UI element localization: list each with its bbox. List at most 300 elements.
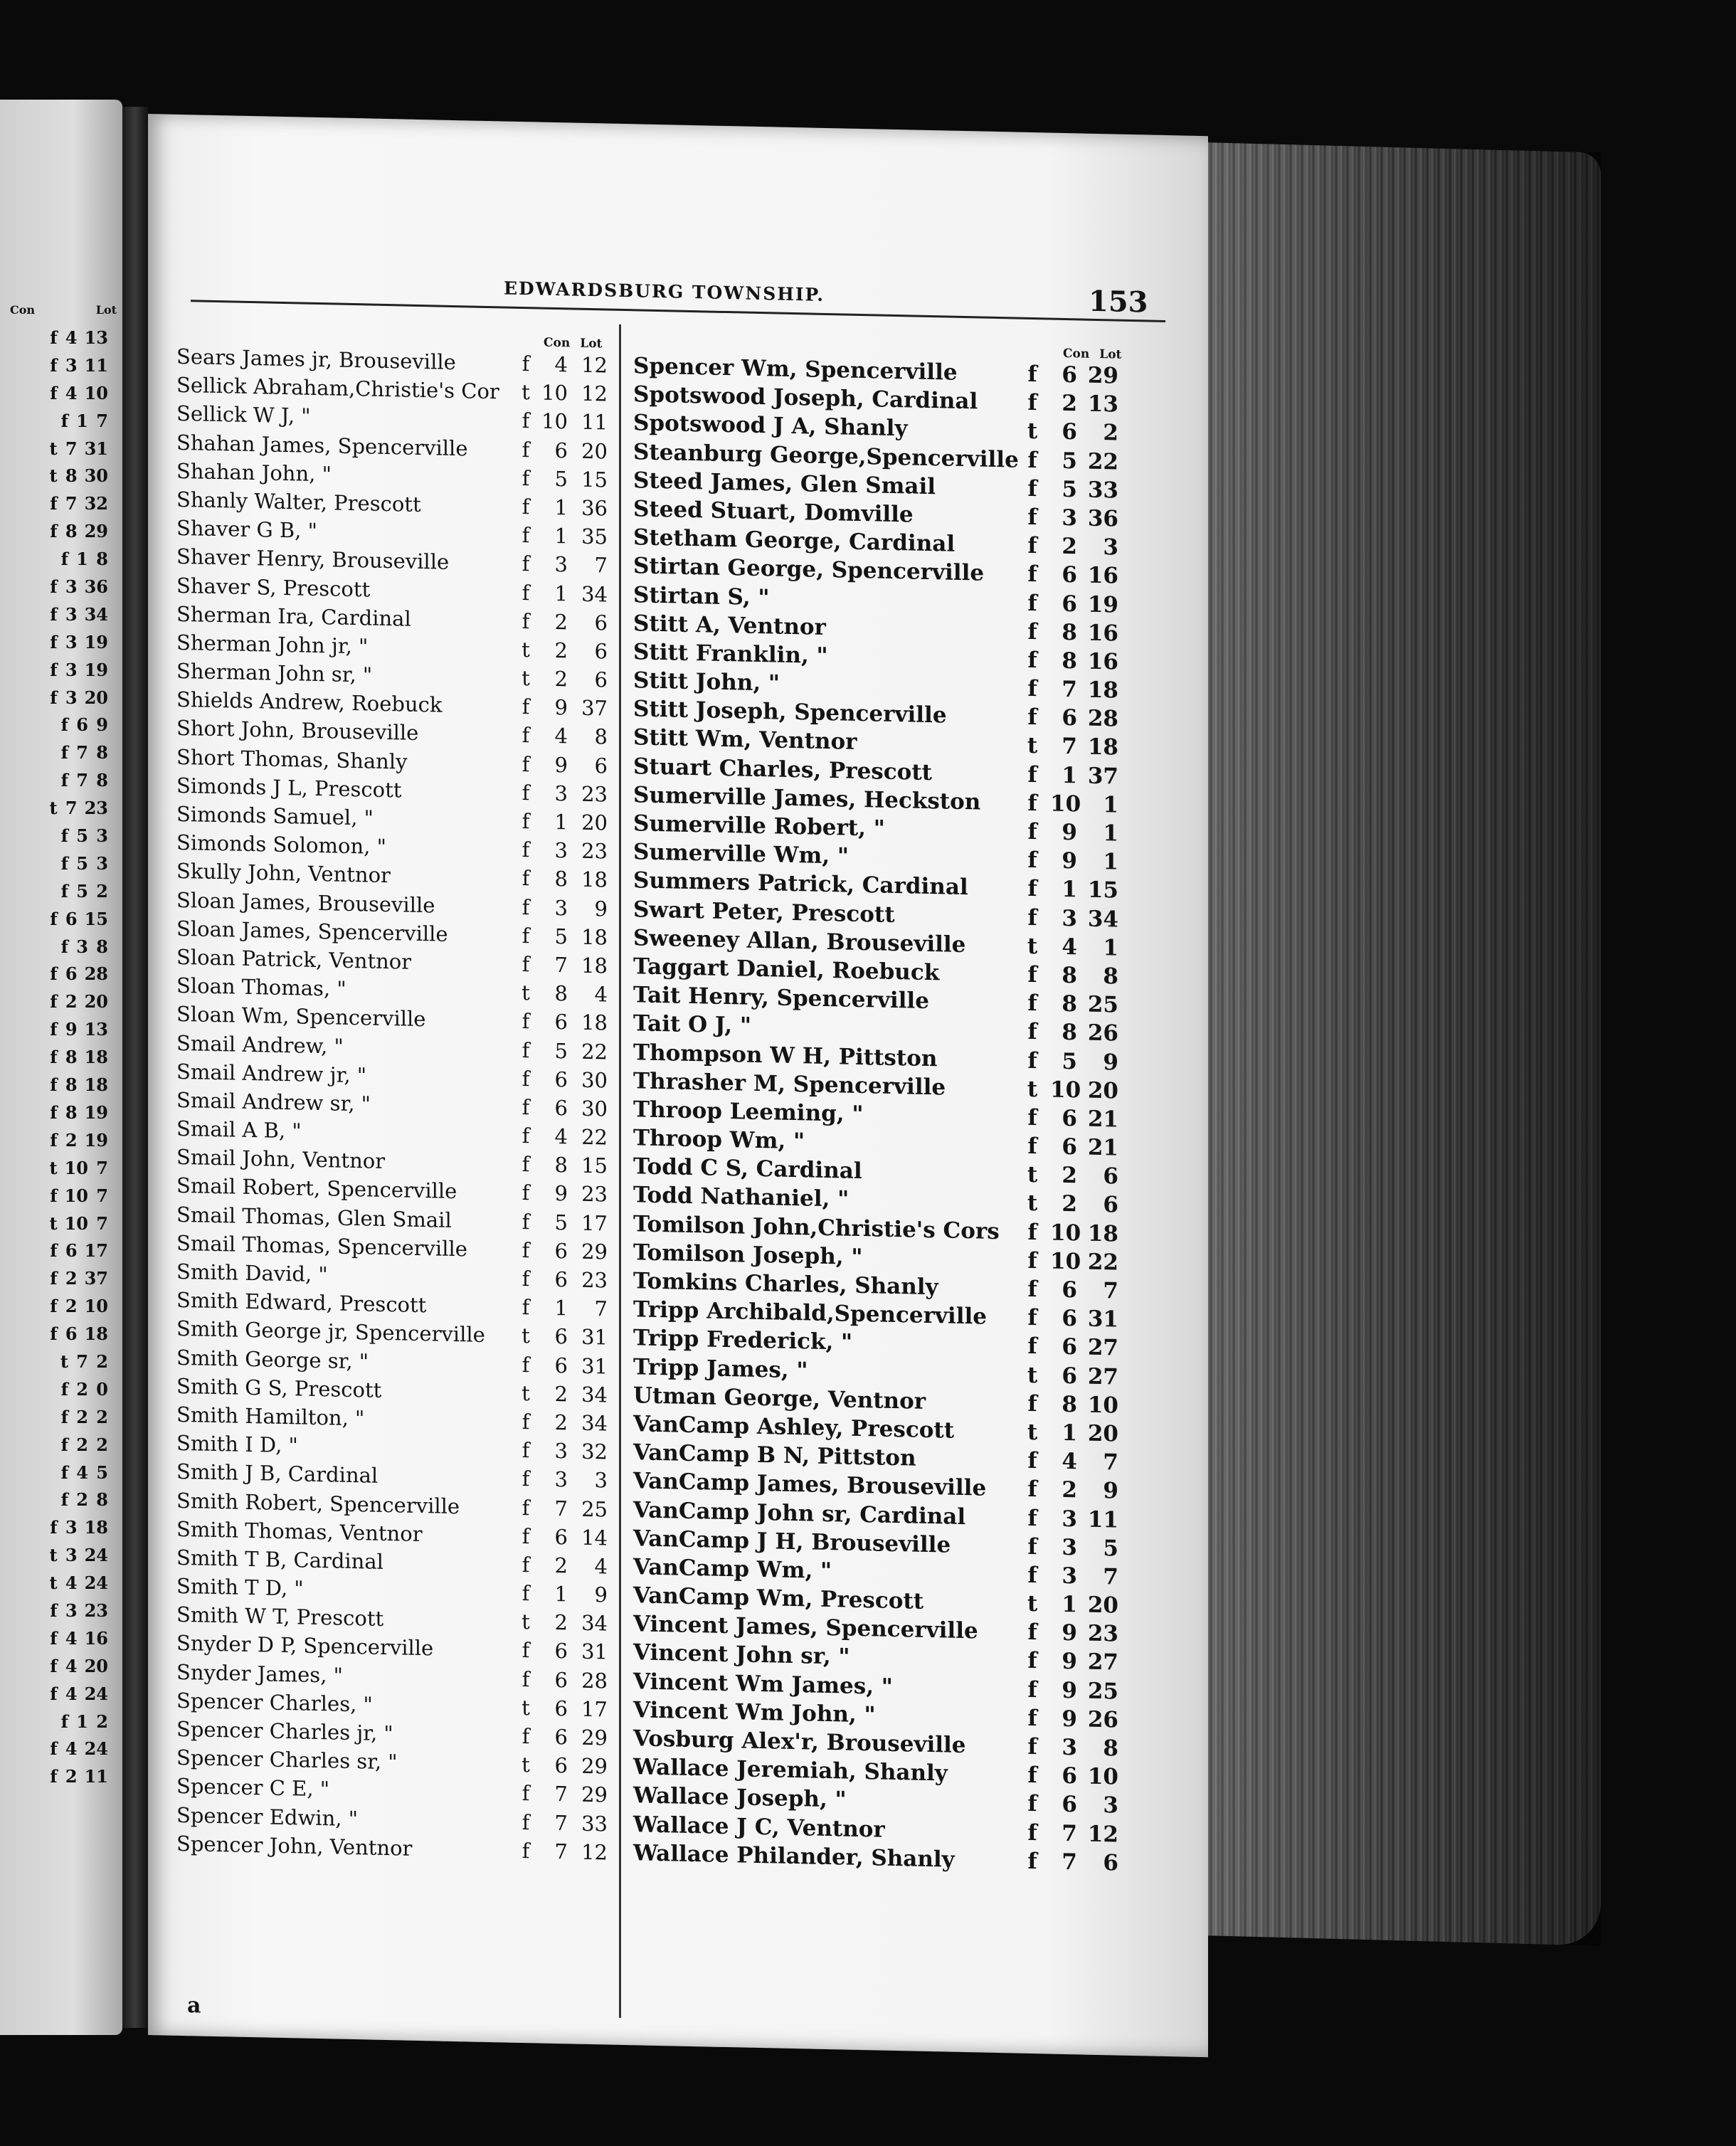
entry-lot: 16 <box>1087 620 1118 647</box>
entry-tenure: f <box>1027 361 1037 388</box>
entry-con: 5 <box>554 924 568 949</box>
entry-lot: 18 <box>1087 1220 1118 1247</box>
left-page-con: 8 <box>65 1074 78 1096</box>
left-page-tenure: f <box>60 742 68 763</box>
entry-lot: 32 <box>581 1439 608 1464</box>
left-page-tenure: f <box>60 936 68 957</box>
entry-con: 9 <box>1062 819 1077 846</box>
left-page-lot: 0 <box>96 1378 108 1400</box>
left-page-tenure: f <box>50 1683 58 1704</box>
entry-con: 7 <box>554 1810 568 1835</box>
entry-con: 7 <box>554 1496 568 1521</box>
entry-name: Stitt John, " <box>633 667 780 697</box>
entry-con: 2 <box>1062 534 1077 560</box>
entry-lot: 21 <box>1087 1106 1118 1133</box>
entry-con: 1 <box>554 1296 568 1321</box>
left-page-tenure: f <box>60 1489 68 1511</box>
entry-tenure: f <box>522 1409 530 1434</box>
entry-lot: 6 <box>1103 1163 1118 1190</box>
entry-lot: 28 <box>1087 705 1118 732</box>
left-page-lot: 18 <box>84 1323 108 1345</box>
entry-name: Smail John, Ventnor <box>176 1145 386 1174</box>
left-page-lot: 34 <box>84 603 108 625</box>
page-edges <box>1202 142 1601 1946</box>
entry-lot: 18 <box>581 1010 608 1035</box>
entry-con: 3 <box>1062 1563 1077 1590</box>
entry-name: VanCamp B N, Pittston <box>633 1439 916 1471</box>
left-page-lot: 23 <box>84 1600 108 1621</box>
entry-tenure: f <box>1027 904 1037 931</box>
entry-tenure: f <box>522 352 530 376</box>
left-page-con: 1 <box>76 549 88 570</box>
entry-tenure: f <box>1027 761 1037 788</box>
entry-con: 10 <box>1050 1077 1081 1104</box>
entry-tenure: f <box>1027 1648 1037 1674</box>
entry-name: Vincent Wm John, " <box>633 1697 876 1728</box>
left-page-lot: 11 <box>84 354 108 376</box>
entry-name: Spencer Charles, " <box>176 1688 373 1717</box>
entry-tenure: f <box>522 923 530 948</box>
left-page-row <box>0 490 122 518</box>
entry-con: 6 <box>554 1724 568 1750</box>
entry-con: 7 <box>1062 676 1077 703</box>
entry-name: Spotswood J A, Shanly <box>633 410 908 442</box>
entry-name: Tomilson Joseph, " <box>633 1240 863 1270</box>
entry-lot: 20 <box>1087 1420 1118 1447</box>
left-page-row <box>0 961 122 988</box>
entry-con: 6 <box>554 1524 568 1550</box>
left-page-lot: 15 <box>84 908 108 929</box>
entry-lot: 4 <box>594 982 608 1007</box>
left-page-tenure: f <box>50 659 58 680</box>
entry-con: 6 <box>554 1095 568 1121</box>
entry-tenure: t <box>522 637 530 662</box>
left-page-tenure: f <box>60 410 68 431</box>
left-page-con: 6 <box>65 908 78 929</box>
entry-lot: 10 <box>1087 1392 1118 1419</box>
left-page-lot: 8 <box>96 549 108 570</box>
left-page-con: 3 <box>76 936 88 957</box>
left-page-con: 8 <box>65 1101 78 1123</box>
entry-lot: 22 <box>581 1039 608 1064</box>
entry-tenure: f <box>522 751 530 776</box>
left-page-row <box>0 1293 122 1321</box>
left-page-tenure: f <box>60 714 68 736</box>
entry-name: Taggart Daniel, Roebuck <box>633 953 940 986</box>
left-page-row <box>0 629 122 657</box>
entry-tenure: f <box>1027 1505 1037 1531</box>
entry-con: 6 <box>1062 705 1077 731</box>
entry-lot: 12 <box>1087 1821 1118 1848</box>
left-page-row <box>0 408 122 435</box>
entry-con: 1 <box>1062 1591 1077 1618</box>
entry-tenure: f <box>522 1267 530 1291</box>
entry-name: Shahan James, Spencerville <box>176 430 468 460</box>
entry-con: 1 <box>1062 1420 1077 1447</box>
entry-name: Spencer C E, " <box>176 1774 330 1802</box>
entry-con: 6 <box>554 1753 568 1778</box>
left-page-row <box>0 380 122 408</box>
entry-lot: 26 <box>1087 1020 1118 1047</box>
entry-con: 3 <box>554 1439 568 1464</box>
entry-name: Smail A B, " <box>176 1116 302 1143</box>
entry-name: Smith T D, " <box>176 1573 304 1601</box>
left-page-lot: 29 <box>84 521 108 542</box>
entry-name: Steed Stuart, Domville <box>633 496 914 528</box>
entry-con: 6 <box>554 1353 568 1378</box>
left-page-tenure: f <box>50 631 58 652</box>
left-page-lot: 7 <box>96 410 108 431</box>
left-page-row <box>0 546 122 574</box>
entry-lot: 34 <box>1087 906 1118 933</box>
left-page-row <box>0 906 122 934</box>
left-page-row <box>0 767 122 795</box>
entry-tenure: t <box>1027 733 1038 759</box>
entry-name: Sears James jr, Brouseville <box>176 344 456 375</box>
entry-tenure: f <box>1027 1476 1037 1503</box>
entry-tenure: f <box>522 780 530 805</box>
left-page-tenure: f <box>50 1600 58 1621</box>
left-page-tenure: f <box>50 1129 58 1151</box>
entry-lot: 31 <box>581 1325 608 1350</box>
left-page-con: 7 <box>65 493 78 514</box>
entry-con: 4 <box>1062 934 1077 961</box>
entry-lot: 16 <box>1087 562 1118 589</box>
entry-con: 2 <box>1062 391 1077 417</box>
entry-con: 10 <box>1050 791 1081 818</box>
entry-tenure: f <box>1027 1448 1037 1474</box>
entry-tenure: f <box>1027 590 1037 616</box>
entry-lot: 18 <box>581 953 608 978</box>
left-page-lot: 16 <box>84 1627 108 1649</box>
book-gutter <box>122 107 148 2028</box>
entry-tenure: f <box>1027 1819 1037 1846</box>
left-page-tenure: t <box>60 1350 68 1372</box>
entry-tenure: t <box>522 1610 530 1634</box>
entry-lot: 30 <box>581 1096 608 1121</box>
page-number: 153 <box>1089 284 1148 319</box>
entry-name: VanCamp Ashley, Prescott <box>633 1411 955 1444</box>
left-page-lot: 24 <box>84 1572 108 1594</box>
entry-con: 2 <box>1062 1477 1077 1503</box>
entry-name: Shields Andrew, Roebuck <box>176 687 443 717</box>
left-page-row <box>0 1044 122 1072</box>
entry-con: 10 <box>1050 1248 1081 1275</box>
entry-lot: 20 <box>581 810 608 835</box>
entry-name: Short Thomas, Shanly <box>176 744 408 774</box>
entry-lot: 30 <box>581 1067 608 1093</box>
left-page-lot: 2 <box>96 1434 108 1455</box>
left-page-lot: 18 <box>84 1074 108 1096</box>
left-page-lot-header: Lot <box>95 303 117 317</box>
left-page-row <box>0 1708 122 1736</box>
left-page-row <box>0 352 122 380</box>
left-page-con: 4 <box>65 1572 78 1594</box>
left-page-lot: 24 <box>84 1738 108 1760</box>
entry-con: 1 <box>1062 877 1077 903</box>
entry-tenure: f <box>522 866 530 891</box>
entry-tenure: f <box>522 1237 530 1263</box>
entry-con: 6 <box>554 1696 568 1721</box>
right-column <box>633 352 1131 1878</box>
entry-con: 6 <box>554 438 568 462</box>
entry-con: 3 <box>554 895 568 920</box>
entry-name: Stitt Wm, Ventnor <box>633 724 857 756</box>
entry-name: Smail Andrew sr, " <box>176 1087 371 1116</box>
entry-tenure: f <box>1027 1247 1037 1274</box>
entry-name: Wallace Jeremiah, Shanly <box>633 1754 948 1787</box>
entry-lot: 31 <box>581 1353 608 1379</box>
entry-con: 2 <box>1062 1191 1077 1217</box>
entry-name: Shahan John, " <box>176 458 332 487</box>
entry-con: 8 <box>1062 1391 1077 1418</box>
left-page-row <box>0 712 122 739</box>
entry-tenure: f <box>522 1466 530 1491</box>
entry-lot: 3 <box>1103 1792 1118 1819</box>
entry-name: Summers Patrick, Cardinal <box>633 867 968 901</box>
entry-con: 6 <box>1062 361 1077 388</box>
entry-tenure: t <box>1027 1419 1038 1446</box>
entry-tenure: f <box>522 408 530 433</box>
entry-tenure: f <box>1027 1848 1037 1874</box>
entry-lot: 20 <box>581 438 608 464</box>
left-page-con: 4 <box>65 1738 78 1760</box>
entry-con: 10 <box>1050 1220 1081 1247</box>
entry-lot: 5 <box>1103 1535 1118 1562</box>
entry-name: Tripp Frederick, " <box>633 1325 853 1356</box>
left-page-row <box>0 1514 122 1542</box>
left-page-lot: 8 <box>96 936 108 957</box>
entry-lot: 18 <box>1087 734 1118 761</box>
entry-tenure: t <box>1027 1362 1038 1388</box>
entry-con: 8 <box>1062 619 1077 646</box>
entry-lot: 36 <box>1087 505 1118 532</box>
left-page-row <box>0 1486 122 1514</box>
entry-lot: 1 <box>1103 849 1118 875</box>
entry-tenure: f <box>522 1295 530 1320</box>
entry-tenure: f <box>1027 1104 1037 1131</box>
entry-tenure: f <box>522 1438 530 1463</box>
entry-tenure: f <box>1027 704 1037 731</box>
entry-tenure: t <box>1027 1076 1038 1102</box>
left-page-con: 5 <box>76 852 88 874</box>
entry-lot: 8 <box>1103 963 1118 990</box>
entry-name: Smith Hamilton, " <box>176 1402 365 1431</box>
entry-tenure: f <box>1027 961 1037 988</box>
entry-name: Stitt Franklin, " <box>633 639 828 669</box>
left-page-lot: 2 <box>96 1406 108 1427</box>
left-page-row <box>0 823 122 850</box>
entry-con: 2 <box>554 667 568 692</box>
left-page-lot: 24 <box>84 1683 108 1704</box>
entry-con: 9 <box>554 1181 568 1206</box>
entry-lot: 7 <box>1103 1563 1118 1590</box>
entry-lot: 25 <box>581 1496 608 1522</box>
entry-lot: 15 <box>1087 877 1118 904</box>
entry-lot: 23 <box>581 781 608 807</box>
entry-name: Sloan Patrick, Ventnor <box>176 944 412 974</box>
left-page-row <box>0 1237 122 1265</box>
entry-name: Smith Edward, Prescott <box>176 1288 427 1318</box>
left-page-row <box>0 1570 122 1597</box>
left-page-tenure: t <box>49 1545 58 1566</box>
entry-con: 6 <box>554 1010 568 1035</box>
entry-tenure: f <box>522 1638 530 1663</box>
left-page-con: 2 <box>65 1129 78 1151</box>
entry-name: Sellick Abraham,Christie's Cor <box>176 373 499 404</box>
left-page-lot: 9 <box>96 714 108 736</box>
left-page-tenure: f <box>50 1268 58 1289</box>
entry-con: 8 <box>1062 991 1077 1018</box>
entry-name: Smith T B, Cardinal <box>176 1545 383 1574</box>
left-page-con: 6 <box>65 1240 78 1262</box>
entry-con: 1 <box>554 495 568 520</box>
entry-lot: 34 <box>581 1410 608 1436</box>
left-page-header <box>10 303 117 317</box>
entry-tenure: t <box>522 980 530 1005</box>
left-page-con: 3 <box>65 1600 78 1621</box>
entry-con: 6 <box>554 1238 568 1264</box>
entry-lot: 23 <box>581 838 608 864</box>
signature-mark: a <box>187 1993 201 2019</box>
left-page-tenure: t <box>49 1572 58 1594</box>
entry-lot: 29 <box>581 1753 608 1779</box>
entry-name: Smail Thomas, Spencerville <box>176 1230 467 1262</box>
entry-name: Smith G S, Prescott <box>176 1373 382 1402</box>
left-page-con: 2 <box>65 1268 78 1289</box>
left-page-lot: 13 <box>84 1019 108 1040</box>
entry-tenure: f <box>522 1581 530 1606</box>
entry-con: 1 <box>554 809 568 835</box>
entry-lot: 23 <box>1087 1620 1118 1647</box>
left-page-tenure: f <box>50 1047 58 1068</box>
entry-name: Thrasher M, Spencerville <box>633 1067 946 1101</box>
left-page-con: 2 <box>76 1489 88 1511</box>
entry-con: 6 <box>1062 591 1077 617</box>
entry-tenure: f <box>522 694 530 719</box>
left-page-row <box>0 1653 122 1681</box>
entry-lot: 14 <box>581 1525 608 1550</box>
entry-con: 8 <box>554 981 568 1006</box>
entry-con: 6 <box>554 1324 568 1349</box>
entry-tenure: t <box>522 666 530 691</box>
left-page-lot: 13 <box>84 327 108 348</box>
left-page-con: 4 <box>65 382 78 403</box>
entry-lot: 1 <box>1103 820 1118 847</box>
entry-tenure: f <box>522 1781 530 1806</box>
entry-tenure: f <box>1027 1762 1037 1789</box>
entry-name: Thompson W H, Pittston <box>633 1039 938 1072</box>
entry-name: Throop Leeming, " <box>633 1096 864 1127</box>
left-page-con: 2 <box>76 1406 88 1427</box>
entry-con: 6 <box>1062 1133 1077 1161</box>
entry-con: 6 <box>554 1667 568 1692</box>
entry-lot: 34 <box>581 1382 608 1407</box>
left-column <box>176 342 610 1867</box>
entry-tenure: f <box>522 1009 530 1034</box>
left-page-con: 3 <box>65 354 78 376</box>
entry-tenure: f <box>522 1666 530 1691</box>
entry-con: 2 <box>1062 1163 1077 1189</box>
left-page-lot: 8 <box>96 770 108 791</box>
left-page-con: 6 <box>65 1323 78 1345</box>
left-page-tenure: f <box>50 521 58 542</box>
entry-tenure: f <box>1027 447 1037 473</box>
entry-lot: 7 <box>594 1296 608 1321</box>
entry-lot: 6 <box>594 667 608 692</box>
left-page-tenure: f <box>50 327 58 348</box>
left-page-lot: 32 <box>84 493 108 514</box>
entry-lot: 27 <box>1087 1335 1118 1361</box>
entry-con: 2 <box>554 638 568 663</box>
left-page-row <box>0 1597 122 1625</box>
entry-name: Sellick W J, " <box>176 401 311 429</box>
entry-lot: 3 <box>1103 534 1118 561</box>
left-page-row <box>0 574 122 601</box>
left-page-con: 6 <box>76 714 88 736</box>
entry-tenure: t <box>1027 418 1038 445</box>
entry-name: Sloan James, Brouseville <box>176 887 435 918</box>
entry-con: 7 <box>554 1839 568 1864</box>
entry-lot: 33 <box>1087 477 1118 504</box>
left-page-row <box>0 1681 122 1708</box>
entry-lot: 22 <box>581 1124 608 1150</box>
left-page-row <box>0 684 122 712</box>
left-page-con: 8 <box>65 465 78 487</box>
entry-name: Spencer Charles sr, " <box>176 1745 398 1775</box>
entry-tenure: f <box>1027 1019 1037 1045</box>
entry-tenure: f <box>1027 1619 1037 1646</box>
entry-con: 5 <box>1062 448 1077 474</box>
entry-lot: 8 <box>1103 1735 1118 1762</box>
left-page-lot: 7 <box>96 1157 108 1178</box>
entry-lot: 37 <box>581 696 608 721</box>
entry-name: Todd Nathaniel, " <box>633 1182 850 1213</box>
left-page-con-header: Con <box>10 303 36 317</box>
entry-name: Vincent James, Spencerville <box>633 1611 978 1644</box>
entry-con: 3 <box>1062 1534 1077 1561</box>
entry-lot: 22 <box>1087 448 1118 475</box>
entry-con: 6 <box>554 1267 568 1292</box>
left-page-row <box>0 1072 122 1099</box>
left-page-lot: 28 <box>84 963 108 985</box>
entry-name: Smail Robert, Spencerville <box>176 1173 457 1204</box>
left-page-tenure: f <box>60 1406 68 1427</box>
entry-tenure: t <box>522 1323 530 1348</box>
entry-lot: 36 <box>581 495 608 521</box>
entry-name: Spencer Charles jr, " <box>176 1716 393 1746</box>
entry-con: 4 <box>554 724 568 749</box>
entry-tenure: f <box>1027 1219 1037 1245</box>
entry-tenure: t <box>1027 1590 1038 1617</box>
left-page-con: 9 <box>65 1019 78 1040</box>
entry-lot: 37 <box>1087 763 1118 790</box>
entry-con: 5 <box>554 1038 568 1063</box>
left-page-tenure: f <box>50 493 58 514</box>
entry-tenure: f <box>1027 1533 1037 1560</box>
left-page-lot: 37 <box>84 1268 108 1289</box>
left-page-tenure: t <box>49 1212 58 1234</box>
left-page-lot: 7 <box>96 1212 108 1234</box>
entry-tenure: f <box>522 437 530 462</box>
entry-name: VanCamp John sr, Cardinal <box>633 1496 966 1530</box>
left-page-con: 2 <box>65 1296 78 1317</box>
entry-lot: 26 <box>1087 1706 1118 1733</box>
entry-name: Tripp James, " <box>633 1353 808 1383</box>
entry-tenure: f <box>1027 561 1037 588</box>
entry-name: Spencer John, Ventnor <box>176 1831 413 1861</box>
entry-name: Stuart Charles, Prescott <box>633 753 932 786</box>
